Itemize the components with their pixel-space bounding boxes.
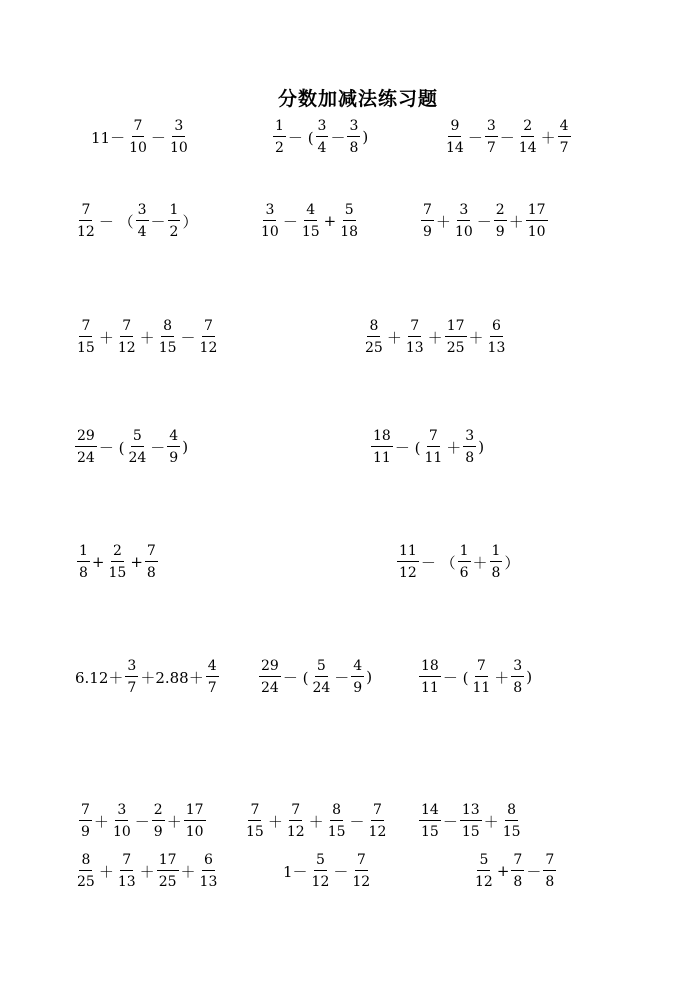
operator: ＋: [93, 812, 109, 831]
denominator: 12: [352, 874, 371, 890]
exercise-18: [418, 803, 524, 839]
fraction: [463, 429, 476, 465]
denominator: 25: [77, 874, 95, 890]
fraction: [75, 319, 97, 355]
operator: －: [134, 812, 150, 831]
fraction: [494, 203, 507, 239]
operator: － (: [287, 128, 314, 147]
denominator: 25: [446, 340, 465, 356]
operator: －: [467, 128, 483, 147]
numerator: 1: [458, 544, 471, 562]
operator: +: [323, 212, 337, 230]
fraction: [152, 803, 165, 839]
numerator: 3: [125, 659, 138, 677]
denominator: 12: [311, 874, 330, 890]
operator: － (: [282, 668, 309, 687]
fraction: [422, 429, 444, 465]
numerator: 1: [273, 119, 286, 137]
numerator: 7: [511, 853, 524, 871]
numerator: 5: [343, 203, 356, 221]
numerator: 3: [316, 119, 329, 137]
numerator: 2: [494, 203, 507, 221]
numerator: 1: [490, 544, 503, 562]
operator: ): [478, 438, 485, 456]
exercise-3: [443, 119, 572, 155]
denominator: 14: [446, 140, 464, 156]
operator: －: [349, 812, 365, 831]
denominator: 25: [365, 340, 383, 356]
denominator: 4: [317, 140, 327, 156]
fraction: [167, 429, 180, 465]
fraction: [338, 203, 360, 239]
exercise-7: [74, 319, 220, 355]
operator: +: [496, 862, 510, 880]
numerator: 4: [206, 659, 219, 677]
exercise-20: [282, 853, 373, 889]
denominator: 15: [77, 340, 95, 356]
fraction: [157, 853, 179, 889]
exercise-15: [418, 659, 533, 695]
numerator: 2: [111, 544, 124, 562]
numerator: 3: [172, 119, 185, 137]
fraction: [310, 659, 332, 695]
fraction: [259, 659, 281, 695]
numerator: 6: [490, 319, 503, 337]
numerator: 8: [79, 853, 92, 871]
numerator: 7: [248, 803, 261, 821]
operator: －: [499, 128, 515, 147]
operator: －: [330, 128, 346, 147]
fraction: [244, 803, 266, 839]
denominator: 13: [199, 874, 218, 890]
operator: 1－: [283, 862, 308, 881]
operator: ＋: [540, 128, 556, 147]
denominator: 12: [368, 824, 387, 840]
fraction: [511, 853, 524, 889]
numerator: 7: [120, 319, 133, 337]
denominator: 12: [77, 224, 95, 240]
fraction: [316, 119, 329, 155]
operator: ＋: [166, 812, 182, 831]
fraction: [126, 429, 148, 465]
denominator: 7: [207, 680, 217, 696]
fraction: [300, 203, 322, 239]
fraction: [511, 659, 524, 695]
denominator: 4: [137, 224, 147, 240]
operator: ＋: [508, 212, 524, 231]
numerator: 3: [136, 203, 149, 221]
fraction: [367, 803, 389, 839]
numerator: 4: [558, 119, 571, 137]
numerator: 7: [120, 853, 133, 871]
numerator: 8: [505, 803, 518, 821]
numerator: 17: [184, 803, 206, 821]
exercise-17: [243, 803, 389, 839]
operator: ＋: [494, 668, 510, 687]
operator: －: [150, 438, 166, 457]
operator: － (: [394, 438, 421, 457]
numerator: 5: [477, 853, 490, 871]
page-title: 分数加减法练习题: [277, 88, 438, 110]
denominator: 24: [261, 680, 279, 696]
denominator: 10: [169, 140, 188, 156]
denominator: 9: [81, 824, 90, 840]
fraction: [168, 203, 181, 239]
fraction: [75, 203, 97, 239]
denominator: 8: [513, 874, 523, 890]
operator: 11－: [91, 128, 126, 147]
numerator: 7: [475, 659, 488, 677]
fraction: [558, 119, 571, 155]
exercise-8: [362, 319, 508, 355]
denominator: 8: [465, 450, 475, 466]
denominator: 15: [421, 824, 439, 840]
numerator: 7: [408, 319, 421, 337]
numerator: 29: [259, 659, 281, 677]
numerator: 7: [132, 119, 145, 137]
exercise-10: [370, 429, 485, 465]
numerator: 14: [419, 803, 441, 821]
operator: +: [91, 553, 105, 571]
denominator: 2: [275, 140, 284, 156]
exercise-12: [396, 544, 520, 580]
fraction: [371, 429, 393, 465]
denominator: 11: [424, 450, 443, 466]
fraction: [350, 853, 372, 889]
fraction: [543, 853, 556, 889]
numerator: 17: [445, 319, 467, 337]
denominator: 8: [513, 680, 523, 696]
numerator: 13: [460, 803, 482, 821]
numerator: 17: [157, 853, 179, 871]
numerator: 7: [355, 853, 368, 871]
operator: － （: [98, 212, 134, 231]
fraction: [363, 319, 385, 355]
fraction: [470, 659, 492, 695]
operator: ＋: [139, 328, 155, 347]
numerator: 5: [314, 853, 327, 871]
denominator: 15: [327, 824, 346, 840]
numerator: 8: [330, 803, 343, 821]
fraction: [184, 803, 206, 839]
fraction: [326, 803, 348, 839]
operator: －: [526, 862, 542, 881]
fraction: [347, 119, 360, 155]
denominator: 8: [79, 565, 88, 581]
denominator: 8: [545, 874, 555, 890]
fraction: [453, 203, 475, 239]
fraction: [490, 544, 503, 580]
denominator: 7: [127, 680, 137, 696]
denominator: 25: [158, 874, 177, 890]
operator: ＋: [386, 328, 402, 347]
denominator: 10: [527, 224, 546, 240]
fraction: [458, 544, 471, 580]
numerator: 4: [351, 659, 364, 677]
denominator: 14: [518, 140, 537, 156]
operator: －: [442, 812, 458, 831]
operator: －: [150, 212, 166, 231]
numerator: 2: [152, 803, 165, 821]
fraction: [198, 853, 220, 889]
denominator: 12: [117, 340, 136, 356]
fraction: [397, 544, 419, 580]
denominator: 9: [153, 824, 163, 840]
fraction: [310, 853, 332, 889]
denominator: 10: [112, 824, 131, 840]
exercise-5: [258, 203, 361, 239]
operator: ＋: [267, 812, 283, 831]
denominator: 7: [559, 140, 569, 156]
operator: －: [334, 668, 350, 687]
fraction: [517, 119, 539, 155]
fraction: [421, 203, 434, 239]
operator: ): [362, 128, 369, 146]
operator: － (: [98, 438, 125, 457]
fraction: [136, 203, 149, 239]
fraction: [351, 659, 364, 695]
denominator: 24: [128, 450, 147, 466]
denominator: 12: [199, 340, 218, 356]
fraction: [79, 803, 92, 839]
operator: ): [182, 438, 189, 456]
denominator: 10: [454, 224, 473, 240]
operator: － （: [420, 553, 456, 572]
operator: ＋: [468, 328, 484, 347]
fraction: [419, 803, 441, 839]
numerator: 3: [457, 203, 470, 221]
fraction: [145, 544, 158, 580]
operator: ）: [182, 212, 198, 231]
operator: ): [526, 668, 533, 686]
fraction: [404, 319, 426, 355]
denominator: 15: [461, 824, 480, 840]
denominator: 9: [353, 680, 363, 696]
numerator: 7: [543, 853, 556, 871]
operator: ＋: [483, 812, 499, 831]
fraction: [116, 853, 138, 889]
denominator: 13: [405, 340, 424, 356]
fraction: [157, 319, 179, 355]
operator: ＋: [308, 812, 324, 831]
operator: ): [366, 668, 373, 686]
numerator: 7: [289, 803, 302, 821]
denominator: 15: [502, 824, 521, 840]
numerator: 3: [485, 119, 498, 137]
numerator: 6: [202, 853, 215, 871]
numerator: 18: [371, 429, 393, 447]
exercise-16: [78, 803, 207, 839]
denominator: 7: [486, 140, 496, 156]
operator: －: [180, 328, 196, 347]
denominator: 8: [146, 565, 156, 581]
fraction: [444, 119, 466, 155]
denominator: 12: [399, 565, 417, 581]
denominator: 9: [495, 224, 505, 240]
fraction: [526, 203, 548, 239]
numerator: 4: [304, 203, 317, 221]
fraction: [273, 119, 286, 155]
denominator: 15: [301, 224, 320, 240]
denominator: 12: [475, 874, 493, 890]
operator: ＋: [139, 862, 155, 881]
exercise-2: [272, 119, 369, 155]
fraction: [168, 119, 190, 155]
fraction: [107, 544, 129, 580]
numerator: 3: [511, 659, 524, 677]
operator: ＋: [180, 862, 196, 881]
denominator: 11: [421, 680, 439, 696]
operator: － (: [442, 668, 469, 687]
denominator: 11: [373, 450, 391, 466]
numerator: 29: [75, 429, 97, 447]
operator: 6.12＋: [75, 668, 124, 687]
denominator: 13: [117, 874, 136, 890]
fraction: [285, 803, 307, 839]
exercise-9: [74, 429, 189, 465]
numerator: 9: [448, 119, 461, 137]
fraction: [485, 119, 498, 155]
fraction: [460, 803, 482, 839]
fraction: [111, 803, 133, 839]
numerator: 7: [421, 203, 434, 221]
operator: ＋: [435, 212, 451, 231]
operator: +: [130, 553, 143, 571]
fraction: [445, 319, 467, 355]
numerator: 7: [79, 203, 92, 221]
operator: ＋: [472, 553, 488, 572]
denominator: 9: [423, 224, 432, 240]
numerator: 7: [427, 429, 440, 447]
exercise-19: [74, 853, 220, 889]
numerator: 7: [371, 803, 384, 821]
exercise-13: [74, 659, 220, 695]
denominator: 8: [491, 565, 501, 581]
denominator: 12: [286, 824, 305, 840]
numerator: 1: [77, 544, 90, 562]
numerator: 2: [521, 119, 534, 137]
fraction: [77, 544, 90, 580]
operator: －: [282, 212, 298, 231]
exercise-14: [258, 659, 373, 695]
denominator: 8: [349, 140, 359, 156]
fraction: [198, 319, 220, 355]
exercise-6: [420, 203, 549, 239]
fraction: [116, 319, 138, 355]
fraction: [75, 429, 97, 465]
denominator: 18: [340, 224, 359, 240]
fraction: [419, 659, 441, 695]
denominator: 6: [459, 565, 469, 581]
operator: ＋: [98, 862, 114, 881]
numerator: 4: [167, 429, 180, 447]
fraction: [125, 659, 138, 695]
fraction: [75, 853, 97, 889]
denominator: 13: [487, 340, 506, 356]
denominator: 2: [169, 224, 179, 240]
fraction: [501, 803, 523, 839]
operator: ）: [504, 553, 520, 572]
exercise-11: [76, 544, 159, 580]
operator: ＋: [427, 328, 443, 347]
operator: ＋: [446, 438, 462, 457]
denominator: 9: [169, 450, 179, 466]
denominator: 10: [185, 824, 204, 840]
exercise-1: [90, 119, 191, 155]
exercise-4: [74, 203, 198, 239]
numerator: 18: [419, 659, 441, 677]
denominator: 24: [77, 450, 95, 466]
operator: －: [333, 862, 349, 881]
operator: ＋2.88＋: [140, 668, 204, 687]
fraction: [127, 119, 149, 155]
numerator: 7: [202, 319, 215, 337]
fraction: [486, 319, 508, 355]
numerator: 1: [168, 203, 181, 221]
numerator: 3: [263, 203, 276, 221]
fraction: [259, 203, 281, 239]
denominator: 15: [246, 824, 264, 840]
numerator: 7: [79, 319, 92, 337]
exercise-21: [472, 853, 557, 889]
numerator: 3: [347, 119, 360, 137]
denominator: 10: [261, 224, 279, 240]
numerator: 11: [397, 544, 419, 562]
operator: －: [150, 128, 166, 147]
denominator: 15: [158, 340, 177, 356]
fraction: [473, 853, 495, 889]
operator: －: [476, 212, 492, 231]
numerator: 7: [79, 803, 92, 821]
numerator: 8: [161, 319, 174, 337]
denominator: 10: [129, 140, 147, 156]
fraction: [206, 659, 219, 695]
numerator: 17: [526, 203, 548, 221]
numerator: 3: [115, 803, 128, 821]
numerator: 5: [315, 659, 328, 677]
numerator: 5: [131, 429, 144, 447]
denominator: 11: [472, 680, 491, 696]
operator: ＋: [98, 328, 114, 347]
denominator: 24: [312, 680, 331, 696]
numerator: 3: [463, 429, 476, 447]
numerator: 7: [145, 544, 158, 562]
denominator: 15: [108, 565, 127, 581]
numerator: 8: [367, 319, 380, 337]
